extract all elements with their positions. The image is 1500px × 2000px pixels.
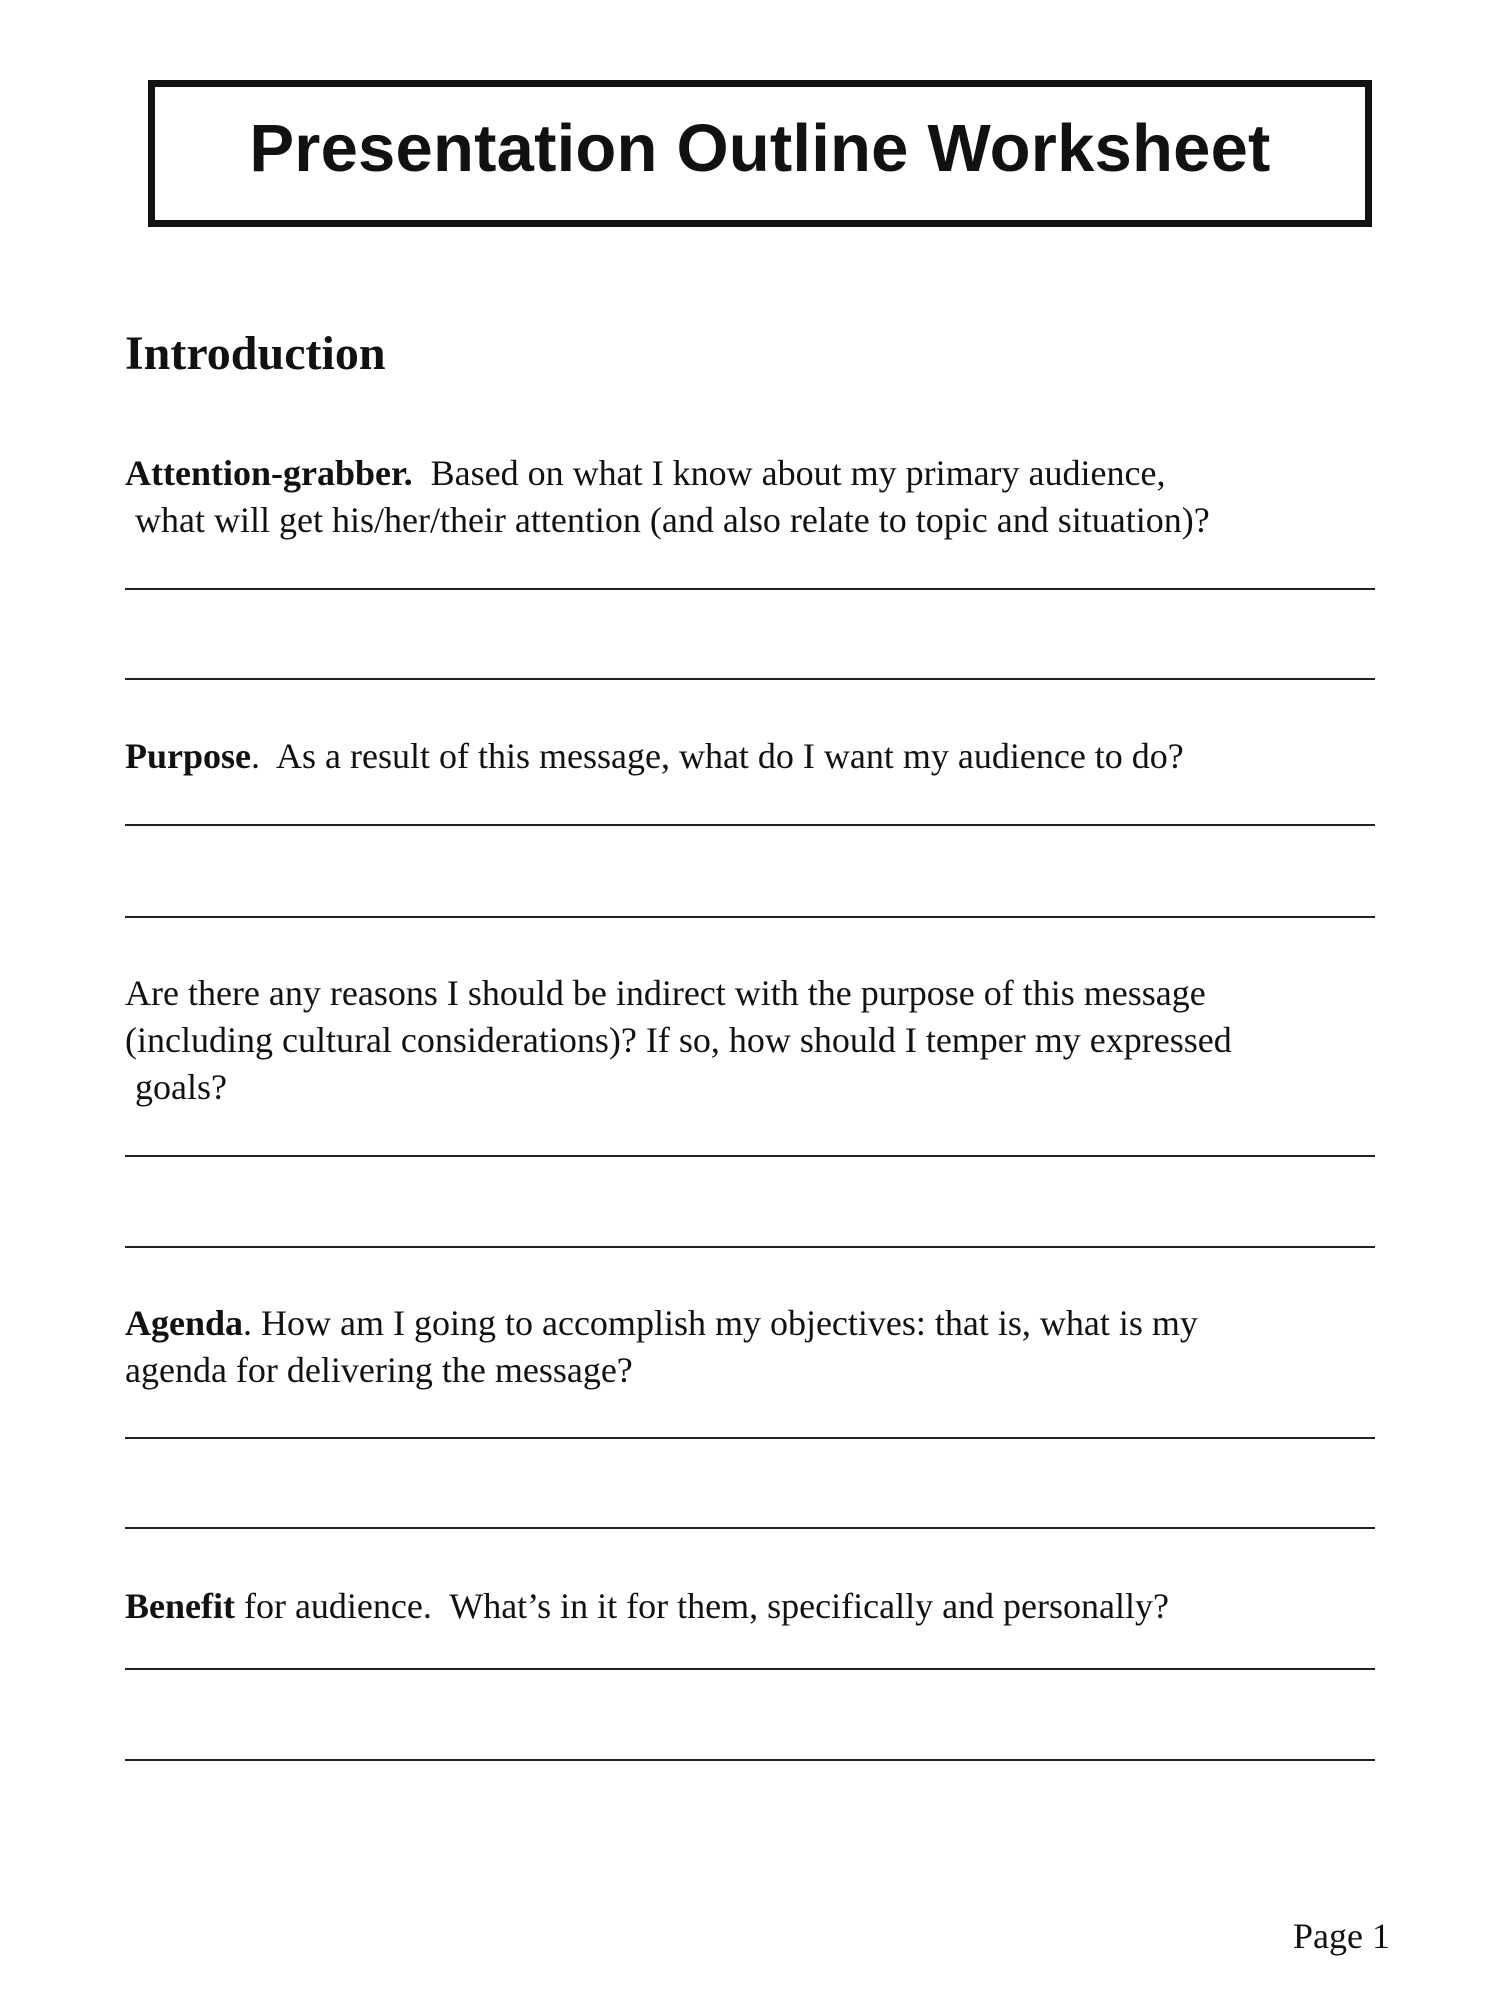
attention-grabber-prompt bbox=[125, 450, 1210, 544]
agenda-text-2: agenda for delivering the message? bbox=[125, 1350, 633, 1390]
page-title: Presentation Outline Worksheet bbox=[249, 111, 1271, 186]
benefit-text: for audience. What’s in it for them, specifically and personally? bbox=[234, 1586, 1169, 1626]
agenda-prompt bbox=[125, 1300, 1198, 1394]
benefit-lead: Benefit bbox=[125, 1586, 235, 1626]
benefit-line bbox=[125, 1583, 1169, 1630]
section-heading: Introduction bbox=[125, 327, 386, 380]
answer-line-attention-1[interactable] bbox=[125, 588, 1375, 590]
indirect-prompt bbox=[125, 970, 1232, 1111]
attention-grabber-lead: Attention-grabber. bbox=[125, 453, 413, 493]
title-box bbox=[148, 80, 1372, 227]
attention-grabber-text-2: what will get his/her/their attention (and also relate to topic and situation)? bbox=[135, 500, 1210, 540]
agenda-text-1: . How am I going to accomplish my objectives: that is, what is my bbox=[243, 1303, 1198, 1343]
indirect-text-1: Are there any reasons I should be indirect with the purpose of this message bbox=[125, 973, 1206, 1013]
answer-line-agenda-2[interactable] bbox=[125, 1527, 1375, 1529]
agenda-lead: Agenda bbox=[125, 1303, 244, 1343]
answer-line-benefit-2[interactable] bbox=[125, 1759, 1375, 1761]
purpose-line bbox=[125, 733, 1184, 780]
answer-line-attention-2[interactable] bbox=[125, 678, 1375, 680]
attention-grabber-line-1 bbox=[125, 450, 1210, 497]
answer-line-agenda-1[interactable] bbox=[125, 1437, 1375, 1439]
benefit-prompt bbox=[125, 1583, 1169, 1630]
answer-line-benefit-1[interactable] bbox=[125, 1668, 1375, 1670]
page-number: Page 1 bbox=[1293, 1916, 1390, 1956]
purpose-lead: Purpose bbox=[125, 736, 251, 776]
indirect-text-2: (including cultural considerations)? If so, how should I temper my expressed bbox=[125, 1020, 1232, 1060]
purpose-prompt bbox=[125, 733, 1184, 780]
purpose-text: . As a result of this message, what do I want my audience to do? bbox=[251, 736, 1184, 776]
answer-line-indirect-1[interactable] bbox=[125, 1155, 1375, 1157]
answer-line-indirect-2[interactable] bbox=[125, 1246, 1375, 1248]
indirect-text-3: goals? bbox=[135, 1067, 227, 1107]
answer-line-purpose-2[interactable] bbox=[125, 916, 1375, 918]
agenda-line-1 bbox=[125, 1300, 1198, 1347]
attention-grabber-text-1: Based on what I know about my primary audience, bbox=[412, 453, 1166, 493]
answer-line-purpose-1[interactable] bbox=[125, 824, 1375, 826]
